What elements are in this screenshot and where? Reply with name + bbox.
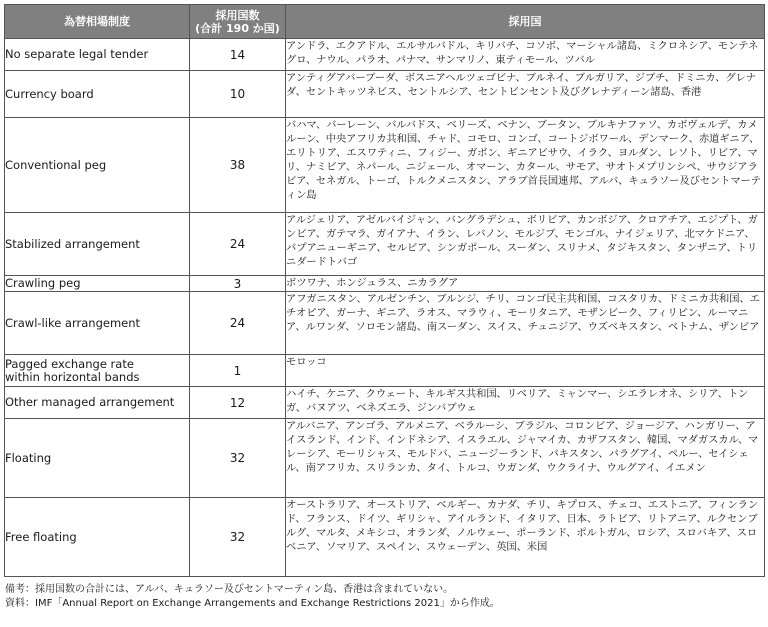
countries-cell: モロッコ [286, 355, 765, 387]
regime-cell: Crawl-like arrangement [5, 292, 190, 355]
regime-cell: Stabilized arrangement [5, 213, 190, 276]
exchange-regime-figure [4, 4, 764, 611]
count-cell: 12 [190, 387, 286, 419]
header-regime: 為替相場制度 [5, 5, 190, 39]
count-cell: 10 [190, 71, 286, 118]
countries-cell: ハイチ、ケニア、クウェート、キルギス共和国、リベリア、ミャンマー、シエラレオネ、シリア、トンガ、バヌアツ、ベネズエラ、ジンバブウェ [286, 387, 765, 419]
regime-cell: Currency board [5, 71, 190, 118]
table-row [5, 71, 765, 118]
table-body [5, 39, 765, 577]
countries-cell: アフガニスタン、アルゼンチン、ブルンジ、チリ、コンゴ民主共和国、コスタリカ、ドミニカ共和国、エチオピア、ガーナ、ギニア、ラオス、マラウィ、モーリタニア、モザンビーク、フィリピン、ルーマニア、ルワンダ、ソロモン諸島、南スーダン、スイス、チュニジア、ウズベキスタン、ベトナム、ザンビア [286, 292, 765, 355]
regime-cell: No separate legal tender [5, 39, 190, 71]
regime-cell [5, 355, 190, 387]
table-row [5, 276, 765, 292]
table-row [5, 118, 765, 213]
countries-cell: オーストラリア、オーストリア、ベルギー、カナダ、チリ、キプロス、チェコ、エストニア、フィンランド、フランス、ドイツ、ギリシャ、アイルランド、イタリア、日本、ラトビア、リトアニア、ルクセンブルグ、マルタ、メキシコ、オランダ、ノルウェー、ポーランド、ポルトガル、ロシア、スロバキア、スロベニア、ソマリア、スペイン、スウェーデン、英国、米国 [286, 498, 765, 577]
regime-cell: Floating [5, 419, 190, 498]
count-cell: 24 [190, 292, 286, 355]
countries-cell: アンドラ、エクアドル、エルサルバドル、キリバチ、コソボ、マーシャル諸島、ミクロネシア、モンテネグロ、ナウル、パラオ、パナマ、サンマリノ、東ティモール、ツバル [286, 39, 765, 71]
table-row [5, 292, 765, 355]
count-cell: 32 [190, 419, 286, 498]
table-row [5, 355, 765, 387]
table-row [5, 419, 765, 498]
regime-cell: Conventional peg [5, 118, 190, 213]
exchange-regime-table [4, 4, 765, 577]
regime-cell: Other managed arrangement [5, 387, 190, 419]
header-count-text: 採用国数 (合計 190 か国) [195, 8, 280, 35]
count-cell: 24 [190, 213, 286, 276]
countries-cell: アルジェリア、アゼルバイジャン、バングラデシュ、ボリビア、カンボジア、クロアチア、エジプト、ガンビア、ガテマラ、ガイアナ、イラン、レバノン、モルジブ、モンゴル、ナイジェリア、北マケドニア、パプアニューギニア、セルビア、シンガポール、スーダン、スリナメ、タジキスタン、タンザニア、トリニダードトバゴ [286, 213, 765, 276]
count-cell: 3 [190, 276, 286, 292]
table-row [5, 387, 765, 419]
table-row [5, 498, 765, 577]
note-remarks: 備考：採用国数の合計には、アルバ、キュラソー及びセントマーティン島、香港は含まれていない。 [5, 584, 454, 595]
countries-cell: ボツワナ、ホンジュラス、ニカラグア [286, 276, 765, 292]
table-row [5, 213, 765, 276]
count-cell: 14 [190, 39, 286, 71]
table-header-row [5, 5, 765, 39]
countries-cell: アンティグアバーブーダ、ボスニアヘルツェゴビナ、ブルネイ、ブルガリア、ジブチ、ドミニカ、グレナダ、セントキッツネビス、セントルシア、セントビンセント及びグレナディーン諸島、香港 [286, 71, 765, 118]
table-notes [4, 583, 764, 611]
countries-cell: アルバニア、アンゴラ、アルメニア、ベラルーシ、ブラジル、コロンビア、ジョージア、ハンガリー、アイスランド、インド、インドネシア、イスラエル、ジャマイカ、カザフスタン、韓国、マダガスカル、マレーシア、モーリシャス、モルドバ、ニュージーランド、パキスタン、パラグアイ、ペルー、セイシェル、南アフリカ、スリランカ、タイ、トルコ、ウガンダ、ウクライナ、ウルグアイ、イエメン [286, 419, 765, 498]
table-row [5, 39, 765, 71]
count-cell: 1 [190, 355, 286, 387]
count-cell: 38 [190, 118, 286, 213]
regime-text: Pagged exchange rate within horizontal bands [5, 356, 140, 384]
note-source: 資料：IMF「Annual Report on Exchange Arrangements and Exchange Restrictions 2021」から作成。 [5, 598, 500, 609]
header-count [190, 5, 286, 39]
countries-cell: バハマ、バーレーン、バルバドス、ベリーズ、ベナン、ブータン、ブルキナファソ、カボヴェルデ、カメルーン、中央アフリカ共和国、チャド、コモロ、コンゴ、コートジボワール、デンマーク、赤道ギニア、エリトリア、エスワティニ、フィジー、ガボン、ギニアビサウ、イラク、ヨルダン、レソト、リビア、マリ、ナミビア、ネパール、ニジェール、オマーン、カタール、サモア、サオトメプリンシペ、サウジアラビア、セネガル、トーゴ、トルクメニスタン、アラブ首長国連邦、アルバ、キュラソー及びセントマーティン島 [286, 118, 765, 213]
header-countries: 採用国 [286, 5, 765, 39]
count-cell: 32 [190, 498, 286, 577]
regime-cell: Free floating [5, 498, 190, 577]
regime-cell: Crawling peg [5, 276, 190, 292]
